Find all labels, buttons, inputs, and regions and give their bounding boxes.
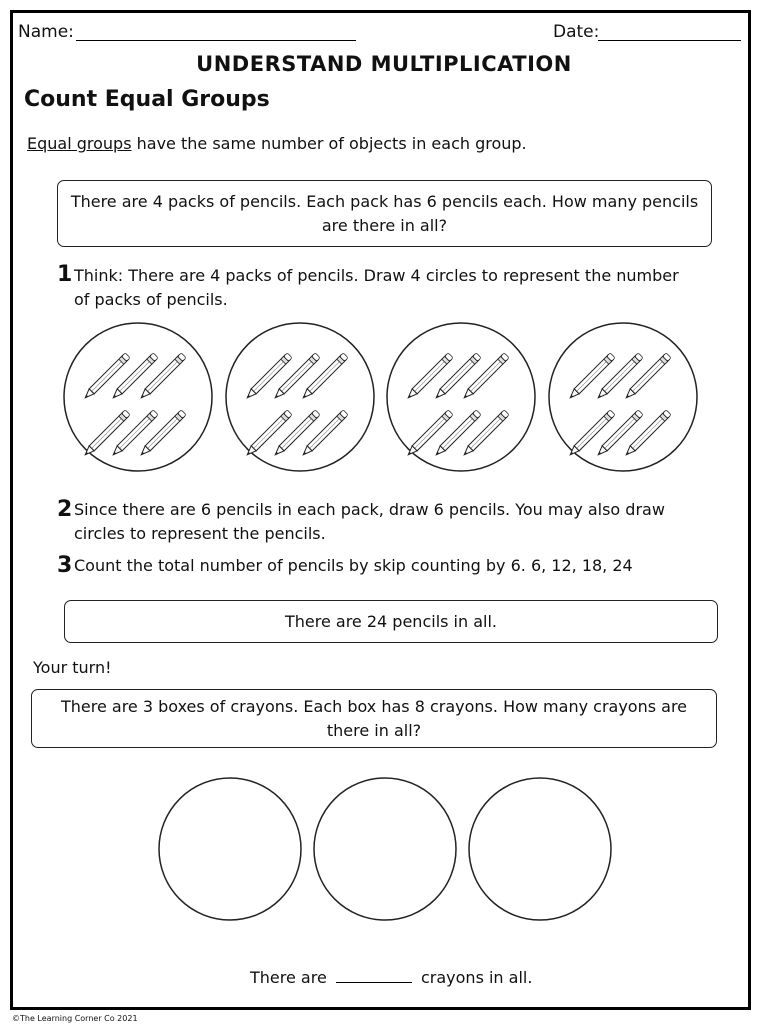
definition-rest: have the same number of objects in each group. [131,134,527,153]
empty-group-circle[interactable] [159,778,301,920]
turn-problem-text: There are 3 boxes of crayons. Each box has 8 crayons. How many crayons are there in all? [60,696,688,740]
answer-blank[interactable] [336,966,412,983]
definition-term: Equal groups [27,134,132,153]
date-label: Date: [553,22,600,42]
name-label: Name: [18,22,74,42]
answer-text: There are 24 pencils in all. [284,611,498,631]
step-1-text: Think: There are 4 packs of pencils. Draw 4 circles to represent the number of packs of pencils. [74,266,679,309]
final-answer-sentence [250,966,532,990]
final-suffix: crayons in all. [420,968,533,987]
final-prefix: There are [250,968,327,987]
step-1-number: 1 [57,262,73,287]
empty-group-circle[interactable] [314,778,456,920]
step-2-number: 2 [57,497,73,522]
step-3-text: Count the total number of pencils by skip counting by 6. 6, 12, 18, 24 [74,556,633,575]
your-turn-label: Your turn! [33,658,112,677]
footer-copyright: ©The Learning Corner Co 2021 [12,1014,138,1023]
step-2-text: Since there are 6 pencils in each pack, draw 6 pencils. You may also draw circles to represent the pencils. [74,500,665,543]
empty-group-circle[interactable] [469,778,611,920]
answer-box [64,600,718,643]
section-title: Count Equal Groups [24,87,270,112]
problem-text: There are 4 packs of pencils. Each pack has 6 pencils each. How many pencils are there in all? [70,191,699,235]
step-3-number: 3 [57,553,73,578]
page-title: UNDERSTAND MULTIPLICATION [196,52,572,76]
turn-problem-box [31,689,717,748]
